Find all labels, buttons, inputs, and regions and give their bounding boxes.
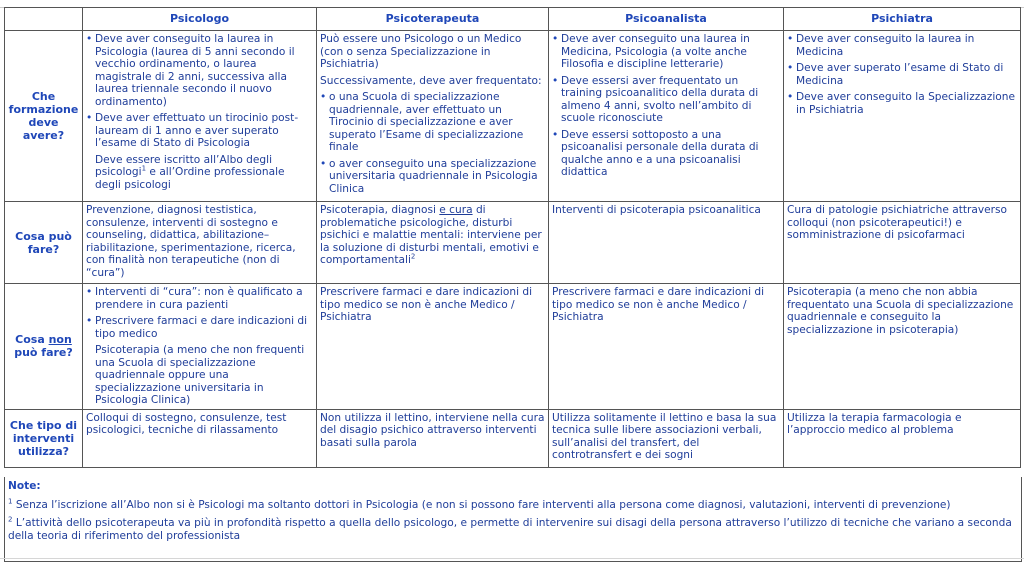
cell-interventi-psicoanalista: Utilizza solitamente il lettino e basa la sua tecnica sulle libere associazioni verbali, sull’analisi del transfert, del controtransfert e dei sogni (549, 409, 784, 467)
footnote-text: L’attività dello psicoterapeuta va più in profondità rispetto a quella dello psicologo, e permette di intervenire sui disagi della persona attraverso l’utilizzo di tecniche che variano a seconda della teoria di riferimento del professionista (8, 517, 1012, 542)
albo-text: Deve essere iscritto all’Albo degli psicologi (95, 153, 273, 178)
notes-title: Note: (8, 480, 41, 492)
label-text: può fare? (14, 346, 73, 360)
text: di problematiche psicologiche, disturbi psichici e malattie mentali: interviene per la soluzione di disturbi mentali, emotivi e comportamentali (320, 204, 542, 266)
list-item: • Deve aver conseguito una laurea in Medicina, Psicologia (a volte anche Filosofia e discipline letterarie) (552, 33, 780, 71)
paragraph: Può essere uno Psicologo o un Medico (con o senza Specializzazione in Psichiatria) (320, 33, 522, 70)
row-non-fare (5, 284, 1021, 410)
col-header-psicoanalista: Psicoanalista (549, 8, 784, 31)
list-item: • Deve aver conseguito la laurea in Psicologia (laurea di 5 anni secondo il vecchio ordinamento, o laurea magistrale di 2 anni, successiva alla laurea triennale secondo il nuovo ordinamento) (86, 33, 313, 108)
cell-interventi-psicologo: Colloqui di sostegno, consulenze, test psicologici, tecniche di rilassamento (83, 409, 317, 467)
cell-non-fare-psicoterapeuta: Prescrivere farmaci e dare indicazioni di tipo medico se non è anche Medico / Psichiatra (317, 284, 549, 410)
cell-interventi-psicoterapeuta: Non utilizza il lettino, interviene nella cura del disagio psichico attraverso interventi basati sulla parola (317, 409, 549, 467)
row-interventi (5, 409, 1021, 467)
row-formazione (5, 31, 1021, 202)
cell-non-fare-psichiatra: Psicoterapia (a meno che non abbia frequentato una Scuola di specializzazione quadriennale e conseguito la specializzazione in psicoterapia) (784, 284, 1021, 410)
list-item: • o aver conseguito una specializzazione universitaria quadriennale in Psicologia Clinica (320, 158, 545, 196)
list-item: • Interventi di “cura”: non è qualificato a prendere in cura pazienti (86, 286, 313, 311)
row-header-cosa-fare: Cosa può fare? (5, 202, 83, 284)
cell-cosa-fare-psicologo: Prevenzione, diagnosi testistica, consulenze, interventi di sostegno e counseling, didattica, abilitazione–riabilitazione, sperimentazione, ricerca, con finalità non terapeutiche (non di “cura”) (83, 202, 317, 284)
list-item: • Deve aver effettuato un tirocinio post-lauream di 1 anno e aver superato l’esame di Stato di Psicologia (86, 112, 313, 150)
cell-cosa-fare-psicoterapeuta (317, 202, 549, 284)
footnote-2 (8, 517, 1018, 542)
paragraph: Psicoterapia (a meno che non frequenti una Scuola di specializzazione quadriennale oppure una specializzazione universitaria in Psicologia Clinica) (95, 344, 305, 406)
albo-text-cont: e all’Ordine professionale degli psicologi (95, 166, 285, 191)
albo-paragraph (86, 154, 313, 192)
row-cosa-fare (5, 202, 1021, 284)
list-item: • Deve essersi aver frequentato un training psicoanalitico della durata di almeno 4 anni, svolto nell’ambito di scuole riconosciute (552, 75, 780, 125)
header-row (5, 8, 1021, 31)
row-header-formazione: Che formazione deve avere? (5, 31, 83, 202)
footnote-number: 2 (8, 515, 13, 524)
footnote-ref-1: 1 (141, 164, 147, 173)
cell-formazione-psichiatra (784, 31, 1021, 202)
footnote-ref-2: 2 (410, 252, 416, 261)
paragraph: Successivamente, deve aver frequentato: (320, 74, 542, 87)
cell-interventi-psichiatra: Utilizza la terapia farmacologia e l’approccio medico al problema (784, 409, 1021, 467)
cell-cosa-fare-psichiatra: Cura di patologie psichiatriche attraverso colloqui (non psicoterapeutici!) e somministrazione di psicofarmaci (784, 202, 1021, 284)
col-header-psicoterapeuta: Psicoterapeuta (317, 8, 549, 31)
list-item: • Deve essersi sottoposto a una psicoanalisi personale della durata di qualche anno e a una psicoanalisi didattica (552, 129, 780, 179)
cell-formazione-psicoterapeuta (317, 31, 549, 202)
list-item: • o una Scuola di specializzazione quadriennale, aver effettuato un Tirocinio di specializzazione e aver superato l’Esame di specializzazione finale (320, 91, 545, 154)
notes-box (4, 477, 1022, 562)
cell-formazione-psicologo (83, 31, 317, 202)
footnote-text: Senza l’iscrizione all’Albo non si è Psicologi ma soltanto dottori in Psicologia (e non si possono fare interventi alla persona come diagnosi, valutazioni, interventi di prevenzione) (12, 498, 951, 511)
list-item: • Prescrivere farmaci e dare indicazioni di tipo medico (86, 315, 313, 340)
label-text: Cosa (15, 333, 49, 347)
cell-cosa-fare-psicoanalista: Interventi di psicoterapia psicoanalitica (549, 202, 784, 284)
header-corner (5, 8, 83, 31)
underlined-text: e cura (439, 204, 473, 216)
label-underlined: non (48, 333, 72, 347)
row-header-interventi: Che tipo di interventi utilizza? (5, 409, 83, 467)
list-item: • Deve aver conseguito la laurea in Medicina (787, 33, 1017, 58)
row-header-non-fare (5, 284, 83, 410)
footnote-number: 1 (8, 496, 13, 505)
cell-non-fare-psicoanalista: Prescrivere farmaci e dare indicazioni di tipo medico se non è anche Medico / Psichiatra (549, 284, 784, 410)
cell-formazione-psicoanalista (549, 31, 784, 202)
page-bottom-edge (0, 558, 1024, 563)
col-header-psichiatra: Psichiatra (784, 8, 1021, 31)
list-item: • Deve aver conseguito la Specializzazione in Psichiatria (787, 91, 1017, 116)
list-item: • Deve aver superato l’esame di Stato di Medicina (787, 62, 1017, 87)
col-header-psicologo: Psicologo (83, 8, 317, 31)
cell-non-fare-psicologo (83, 284, 317, 410)
text: Psicoterapia, diagnosi (320, 204, 440, 216)
footnote-1 (8, 496, 1018, 512)
comparison-table (4, 7, 1021, 468)
